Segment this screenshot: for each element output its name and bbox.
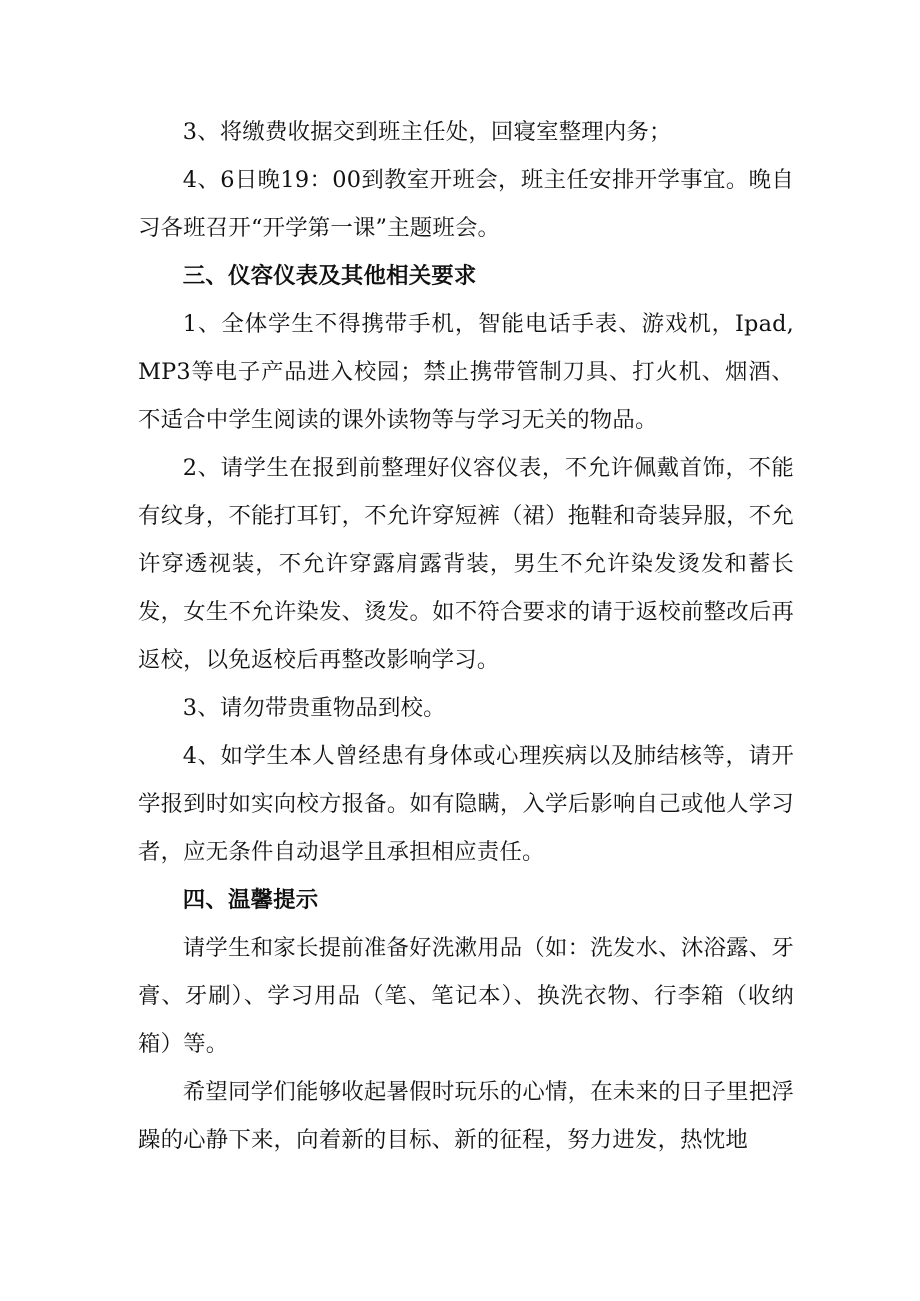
paragraph-closing: 希望同学们能够收起暑假时玩乐的心情，在未来的日子里把浮躁的心静下来，向着新的目标、新的征程，努力进发，热忱地 (138, 1079, 794, 1153)
paragraph-step-4: 4、6日晚19：00到教室开班会，班主任安排开学事宜。晚自习各班召开“开学第一课”主题班会。 (138, 167, 794, 241)
paragraph-tips: 请学生和家长提前准备好洗漱用品（如：洗发水、沐浴露、牙膏、牙刷）、学习用品（笔、笔记本）、换洗衣物、行李箱（收纳箱）等。 (138, 935, 794, 1057)
paragraph-step-3: 3、将缴费收据交到班主任处，回寝室整理内务； (182, 119, 672, 145)
section-heading-tips: 四、温馨提示 (182, 887, 319, 913)
document-body (138, 108, 794, 1164)
paragraph-rule-2: 2、请学生在报到前整理好仪容仪表，不允许佩戴首饰，不能有纹身，不能打耳钉，不允许穿短裤（裙）拖鞋和奇装异服，不允许穿透视装，不允许穿露肩露背装，男生不允许染发烫发和蓄长发，女生不允许染发、烫发。如不符合要求的请于返校前整改后再返校，以免返校后再整改影响学习。 (138, 455, 794, 673)
paragraph-rule-3: 3、请勿带贵重物品到校。 (182, 695, 446, 721)
section-heading-appearance: 三、仪容仪表及其他相关要求 (182, 263, 477, 289)
paragraph-rule-1: 1、全体学生不得携带手机，智能电话手表、游戏机，Ipad,MP3等电子产品进入校园；禁止携带管制刀具、打火机、烟酒、不适合中学生阅读的课外读物等与学习无关的物品。 (138, 311, 794, 433)
paragraph-rule-4: 4、如学生本人曾经患有身体或心理疾病以及肺结核等，请开学报到时如实向校方报备。如有隐瞒，入学后影响自己或他人学习者，应无条件自动退学且承担相应责任。 (138, 743, 794, 865)
